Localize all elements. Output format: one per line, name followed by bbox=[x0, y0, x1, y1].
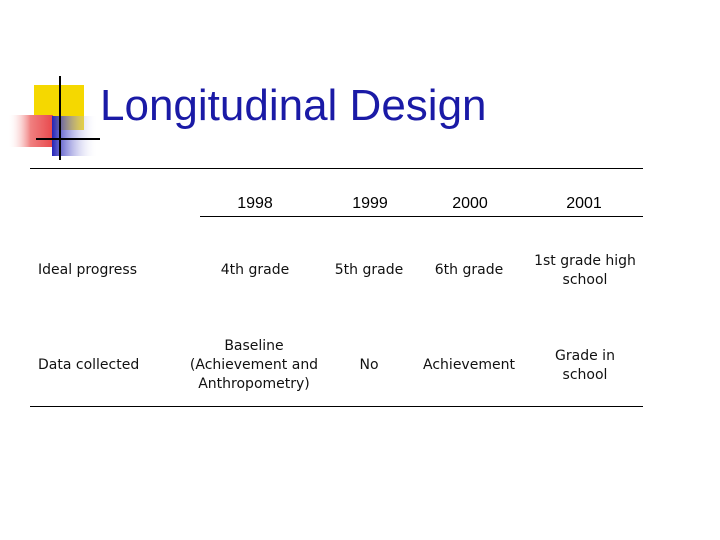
row-label-ideal-progress: Ideal progress bbox=[38, 262, 137, 278]
ideal-progress-1999: 5th grade bbox=[334, 262, 404, 278]
header-year-2001: 2001 bbox=[566, 195, 602, 212]
header-year-1998: 1998 bbox=[237, 195, 273, 212]
data-collected-1998: Baseline (Achievement and Anthropometry) bbox=[189, 338, 319, 392]
data-collected-2001: Grade in school bbox=[555, 348, 615, 383]
header-year-1999: 1999 bbox=[352, 195, 388, 212]
logo-blue-square bbox=[52, 116, 98, 156]
row-label-data-collected: Data collected bbox=[38, 357, 140, 373]
ideal-progress-2000: 6th grade bbox=[434, 262, 504, 278]
ideal-progress-1998: 4th grade bbox=[220, 262, 290, 278]
data-collected-2000: Achievement bbox=[423, 357, 515, 373]
data-collected-1999: No bbox=[359, 357, 379, 373]
table-top-rule bbox=[30, 168, 643, 169]
table-bottom-rule bbox=[30, 406, 643, 407]
header-year-2000: 2000 bbox=[452, 195, 488, 212]
table-header-rule bbox=[200, 216, 643, 217]
logo-red-bar bbox=[8, 115, 53, 147]
slide-title: Longitudinal Design bbox=[100, 81, 487, 130]
ideal-progress-2001: 1st grade high school bbox=[534, 253, 636, 288]
